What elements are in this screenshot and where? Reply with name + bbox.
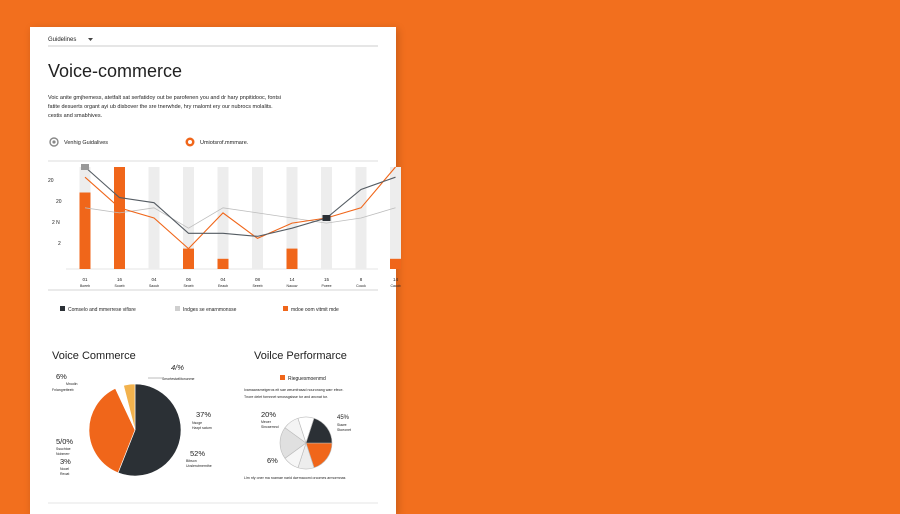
grey-bar [252,167,263,269]
status-left: Venhig Guidalives [64,140,109,146]
combo-chart [48,164,401,288]
x-tick-label: 14 [392,277,399,282]
x-tick-sublabel: Seoeb [183,284,194,288]
pie1-annotation-note: Mnodin [66,382,78,386]
x-tick-sublabel: Nauuw [286,284,298,288]
pie2-footer: Llm nfy oner ma roamae narid dwrmaoomi orcomes armormnas [244,476,346,480]
x-tick-label: 04 [151,277,157,282]
x-tick-sublabel: Saoub [148,284,160,288]
pie2-annotation-value: 20% [261,410,277,419]
x-tick-label: 8 [359,277,363,282]
legend-swatch-dark [60,306,65,311]
pie1-annotation-note: Uoslerutmemthe [186,464,212,468]
pie1-annotation-value: 5/0% [56,437,74,446]
x-tick-sublabel: Poeee [321,284,332,288]
pie-chart-voice-performance [280,417,332,469]
pie-chart-voice-commerce [89,384,181,476]
page-title: Voice-commerce [48,61,183,81]
pie1-annotation-note: Reoat [60,472,70,476]
x-tick-label: 16 [116,277,123,282]
pie2-description: Tnore delet fornnnet smossgsisse tor and ancnat tor. [244,395,328,399]
x-tick-sublabel: Boeeb [79,284,91,288]
orange-bar [390,259,401,269]
x-tick-label: 14 [289,277,295,282]
pie1-annotation-value: 4/% [171,363,184,372]
orange-bar [287,249,298,269]
pie1-annotation-value: 52% [190,449,206,458]
pie2-header-swatch [280,375,285,380]
pie2-annotation-note: Sincaemnd [261,425,279,429]
y-tick-label: 2 [58,241,61,247]
line-marker [323,215,331,221]
chevron-down-icon[interactable] [88,38,93,41]
breadcrumb[interactable]: Guidelines [48,37,77,43]
pie2-header-label: Rieguesmoenmd [288,376,326,382]
x-tick-label: 04 [220,277,226,282]
x-tick-sublabel: Sooeb [114,284,125,288]
pie1-annotation-note: Bibson [186,459,197,463]
intro-line-1: Voic anite gmjhemess, atetfalt sat serfatidoy out be parofenen you and dr hary pnpitidooc, fontsi [48,95,281,101]
x-tick-sublabel: Cocck [356,284,366,288]
orange-bar [80,193,91,270]
pie1-title: Voice Commerce [52,350,136,362]
y-tick-label: 20 [56,199,62,205]
pie2-annotation-note: Meoer [261,420,271,424]
x-tick-sublabel: Seeeb [252,284,263,288]
x-tick-label: 15 [323,277,330,282]
legend-label: Comselo and mmerrese vifisre [68,307,136,313]
x-tick-sublabel: Cacob [390,284,401,288]
grey-bar [218,167,229,269]
pie2-annotation-note: Siawe [337,423,347,427]
x-tick-label: 08 [254,277,261,282]
pie1-annotation-note: Nsoge [192,421,203,425]
legend-label: Indges se enarnmonsse [183,307,237,313]
document-canvas [30,27,401,514]
y-tick-label: 20 [48,178,54,184]
guidelines-document [30,27,401,514]
orange-bar [183,249,194,269]
x-tick-label: 01 [82,277,88,282]
pie2-title: Voilce Performarce [254,350,347,362]
status-right: Umiotsrof.mmmare. [200,140,249,146]
intro-line-3: cestis and smabhives. [48,113,103,119]
pie1-annotation-note: Nobmerr [56,452,70,456]
legend-swatch-orange [283,306,288,311]
pie1-annotation-value: 37% [196,410,212,419]
orange-bar [114,167,125,269]
x-tick-sublabel: Eeaub [217,284,229,288]
pie2-annotation-value: 45% [337,415,350,421]
y-tick-label: 2 N [52,220,60,226]
pie2-annotation-note: Stoeonet [337,428,352,432]
pie1-annotation-note: Fnlangretteeb [52,388,74,392]
pie1-annotation-note: Haxpt saturn [192,426,212,430]
line-orange-series [85,167,396,249]
intro-line-2: fatite desuerts organt ayi ub disbover the sre tnerwhde, hry rnalomt ery our nubrocs molalits. [48,104,273,110]
pie2-annotation-value: 6% [267,456,278,465]
pie1-annotation-note: Nooel [60,467,70,471]
grey-bar [390,167,401,269]
pie1-annotation-note: Ssuchtoe [56,447,71,451]
legend-label: mdoe oom vitmit mde [291,307,339,313]
x-tick-label: 06 [185,277,192,282]
pie1-annotation-value: 3% [60,457,71,466]
pie1-annotation-note: Smortestwilitonunme [162,377,195,381]
pie2-description: Ivamaansmeigeros eit sae weumfrasad nouronang warr efece. [244,388,344,392]
orange-bar [218,259,229,269]
legend-swatch-grey [175,306,180,311]
line-marker [81,164,89,170]
pie1-annotation-value: 6% [56,372,67,381]
